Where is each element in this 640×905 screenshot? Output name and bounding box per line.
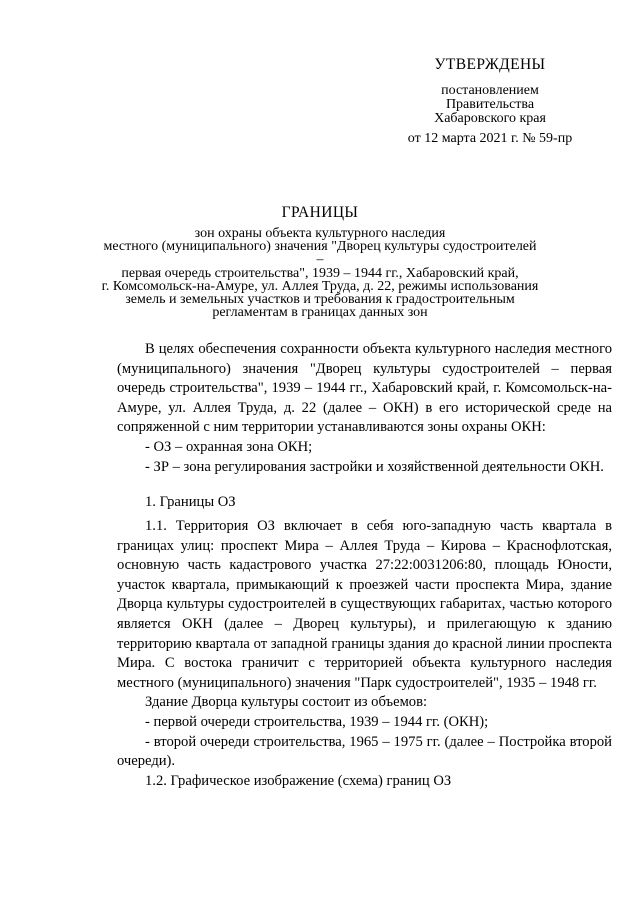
- paragraph-1-2: 1.2. Графическое изображение (схема) границ ОЗ: [145, 772, 452, 789]
- approval-block: [380, 58, 600, 146]
- building-paragraph: Здание Дворца культуры состоит из объемов:: [145, 694, 428, 711]
- subtitle-line: зон охраны объекта культурного наследия: [194, 226, 446, 241]
- section-1: [117, 517, 612, 791]
- building-list-item: - первой очереди строительства, 1939 – 1944 гг. (ОКН);: [145, 713, 489, 730]
- subtitle-line: регламентам в границах данных зон: [212, 305, 428, 321]
- subtitle-line: местного (муниципального) значения "Дворец культуры судостроителей –: [103, 239, 537, 268]
- approval-date: от 12 марта 2021 г. № 59-пр: [407, 131, 573, 146]
- document-title: ГРАНИЦЫ: [281, 204, 359, 221]
- paragraph-1-1: 1.1. Территория ОЗ включает в себя юго-западную часть квартала в границах улиц: проспект Мира – Аллея Труда – Кирова – Краснофлотская, основную часть кадастрового участка 27:22:0031206:80, площадь Юности, участок квартала, примыкающий к проезжей части проспекта Мира, здание Дворца культуры судостроителей в существующих габаритах, частью которого является ОКН (далее – Дворец культуры), и прилегающую к зданию территорию квартала от западной границы здания до красной линии проспекта Мира. С востока граничит с территорией объекта культурного наследия местного (муниципального) значения "Парк судостроителей", 1935 – 1948 гг.: [117, 518, 612, 691]
- intro-section: [117, 340, 612, 477]
- approval-line: Правительства: [445, 97, 535, 112]
- building-list-item: - второй очереди строительства, 1965 – 1975 гг. (далее – Постройка второй очереди).: [117, 733, 612, 770]
- intro-paragraph: В целях обеспечения сохранности объекта культурного наследия местного (муниципального) значения "Дворец культуры судостроителей – первая очередь строительства", 1939 – 1944 гг., Хабаровский край, г. Комсомольск-на-Амуре, ул. Аллея Труда, д. 22 (далее – ОКН) в его исторической среде на сопряженной с ним территории устанавливаются зоны охраны ОКН:: [117, 341, 612, 436]
- approval-line: постановлением: [441, 83, 539, 98]
- subtitle-line: г. Комсомольск-на-Амуре, ул. Аллея Труда, д. 22, режимы использования: [101, 278, 539, 294]
- zone-list-item: - ОЗ – охранная зона ОКН;: [145, 438, 313, 455]
- section-heading-container: [117, 493, 612, 513]
- subtitle-line: земель и земельных участков и требования к градостроительным: [125, 292, 515, 308]
- section-heading: 1. Границы ОЗ: [145, 494, 236, 510]
- approval-title: УТВЕРЖДЕНЫ: [434, 56, 546, 73]
- zone-list-item: - ЗР – зона регулирования застройки и хозяйственной деятельности ОКН.: [145, 458, 604, 475]
- approval-line: Хабаровского края: [434, 111, 546, 126]
- document-subtitle: [100, 227, 540, 319]
- subtitle-line: первая очередь строительства", 1939 – 1944 гг., Хабаровский край,: [121, 265, 519, 281]
